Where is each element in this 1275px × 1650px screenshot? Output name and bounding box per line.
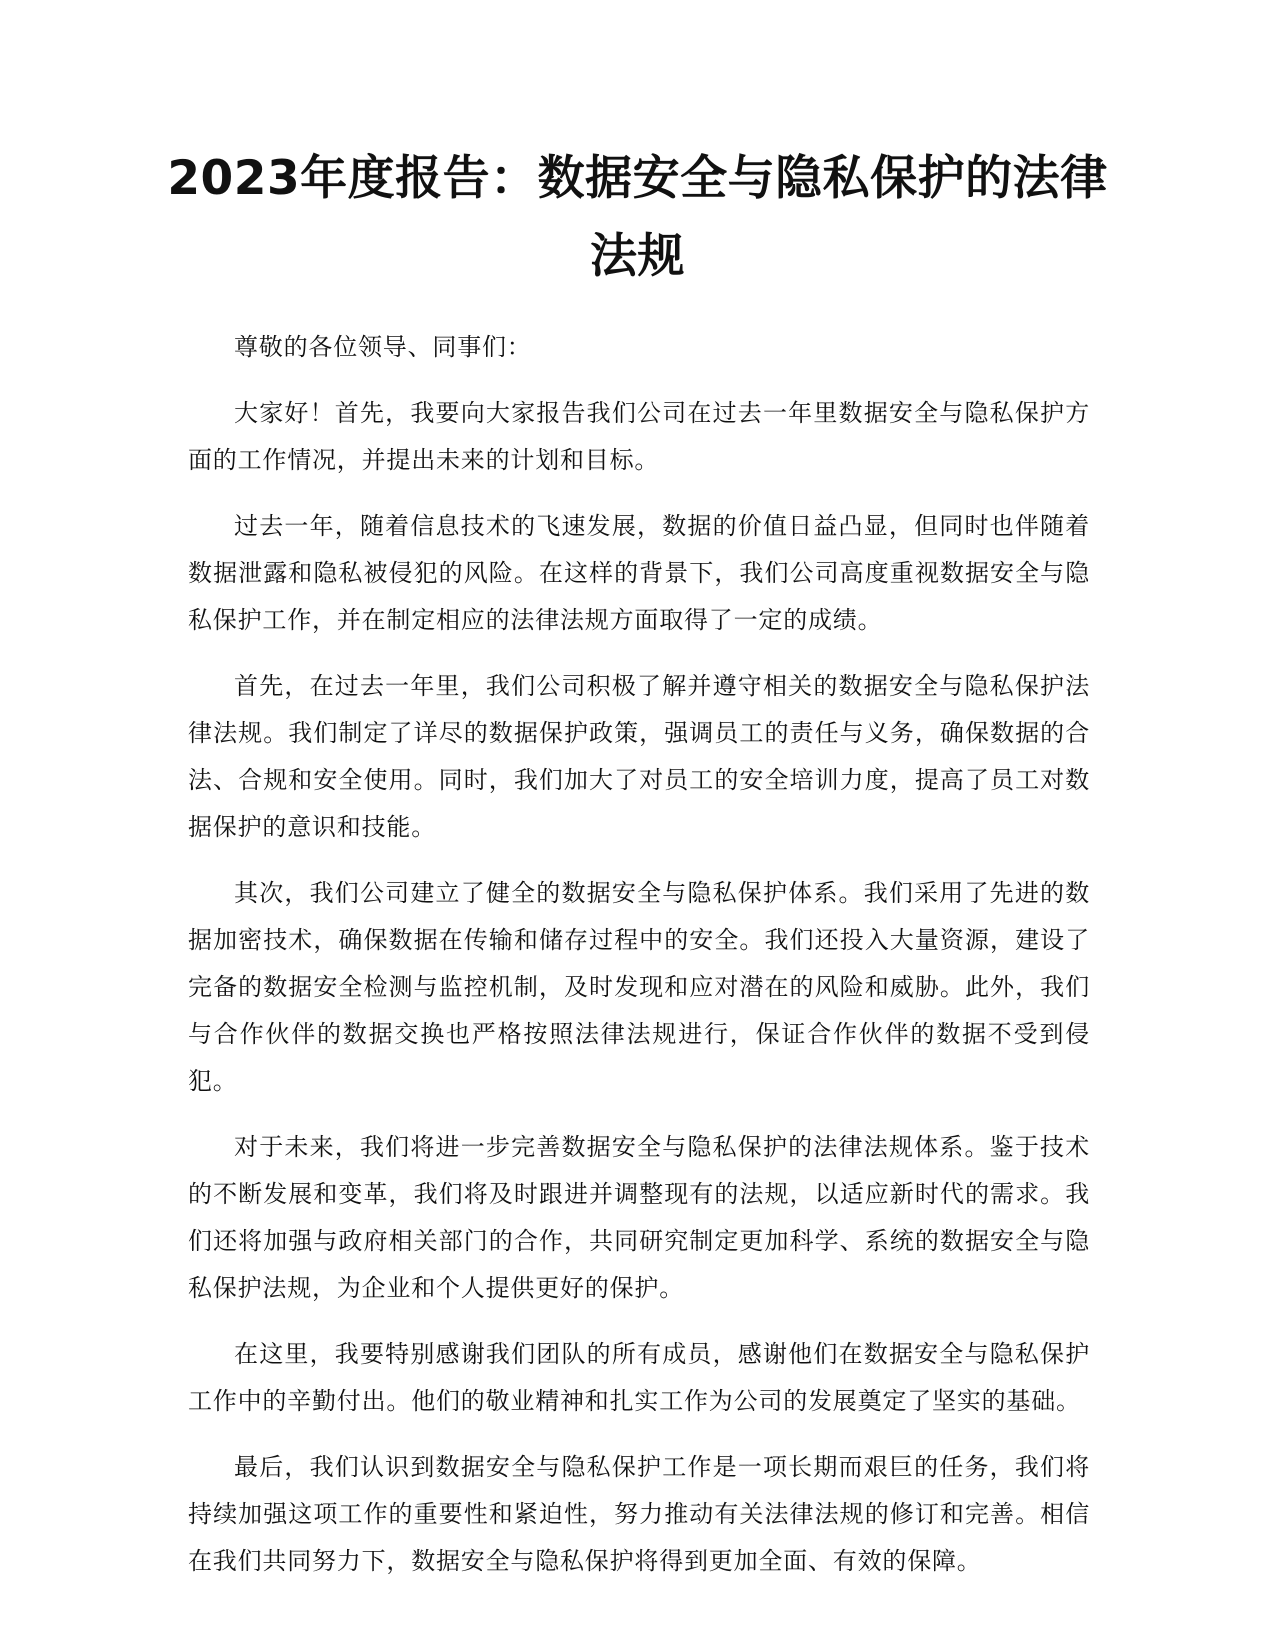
body-paragraph: 过去一年，随着信息技术的飞速发展，数据的价值日益凸显，但同时也伴随着数据泄露和隐私被侵犯的风险。在这样的背景下，我们公司高度重视数据安全与隐私保护工作，并在制定相应的法律法规方面取得了一定的成绩。 [188, 512, 1090, 634]
body-paragraph: 其次，我们公司建立了健全的数据安全与隐私保护体系。我们采用了先进的数据加密技术，确保数据在传输和储存过程中的安全。我们还投入大量资源，建设了完备的数据安全检测与监控机制，及时发现和应对潜在的风险和威胁。此外，我们与合作伙伴的数据交换也严格按照法律法规进行，保证合作伙伴的数据不受到侵犯。 [188, 879, 1090, 1095]
body-paragraph: 首先，在过去一年里，我们公司积极了解并遵守相关的数据安全与隐私保护法律法规。我们制定了详尽的数据保护政策，强调员工的责任与义务，确保数据的合法、合规和安全使用。同时，我们加大了对员工的安全培训力度，提高了员工对数据保护的意识和技能。 [188, 672, 1090, 841]
salutation-paragraph: 尊敬的各位领导、同事们： [234, 333, 532, 361]
body-paragraph: 对于未来，我们将进一步完善数据安全与隐私保护的法律法规体系。鉴于技术的不断发展和变革，我们将及时跟进并调整现有的法规，以适应新时代的需求。我们还将加强与政府相关部门的合作，共同研究制定更加科学、系统的数据安全与隐私保护法规，为企业和个人提供更好的保护。 [188, 1133, 1090, 1302]
document-title: 2023年度报告：数据安全与隐私保护的法律法规 [167, 151, 1108, 284]
document-body [188, 324, 1090, 1604]
body-paragraph: 在这里，我要特别感谢我们团队的所有成员，感谢他们在数据安全与隐私保护工作中的辛勤付出。他们的敬业精神和扎实工作为公司的发展奠定了坚实的基础。 [188, 1340, 1090, 1415]
closing-paragraph: 最后，我们认识到数据安全与隐私保护工作是一项长期而艰巨的任务，我们将持续加强这项工作的重要性和紧迫性，努力推动有关法律法规的修订和完善。相信在我们共同努力下，数据安全与隐私保护将得到更加全面、有效的保障。 [188, 1453, 1090, 1575]
body-paragraph: 大家好！首先，我要向大家报告我们公司在过去一年里数据安全与隐私保护方面的工作情况，并提出未来的计划和目标。 [188, 399, 1090, 474]
